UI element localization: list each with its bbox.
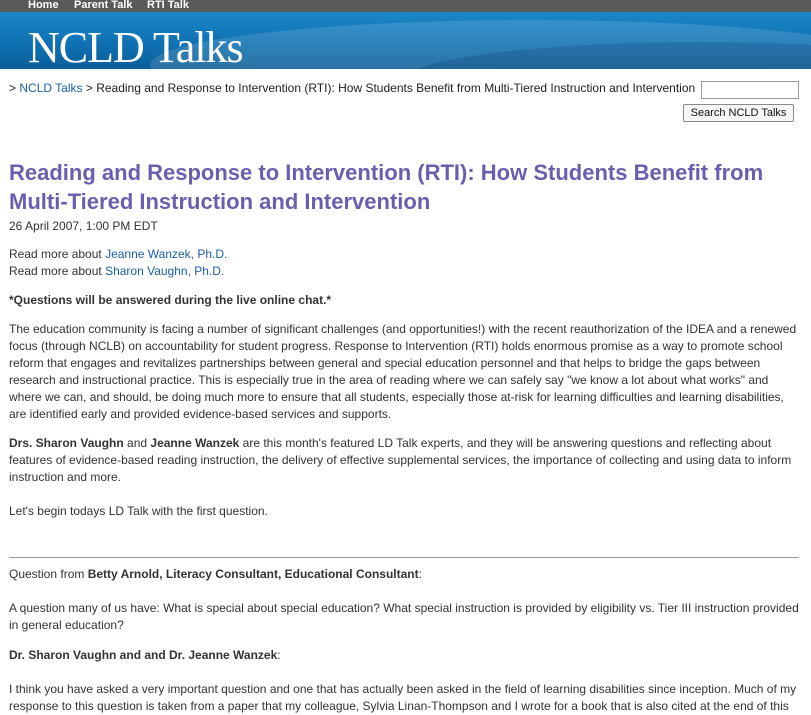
read-more-prefix: Read more about bbox=[9, 264, 106, 278]
read-more-line-1 bbox=[9, 246, 799, 263]
search-button[interactable]: Search NCLD Talks bbox=[683, 104, 794, 122]
answer-text: I think you have asked a very important question and one that has actually been asked in the field of learning disabilities since inception. Much of my response to this question is taken from a paper that my colleague, Sylvia Linan-Thompson and I wrote for a book that is also cited at the end of this bbox=[9, 682, 797, 713]
question-colon: : bbox=[418, 567, 422, 581]
question-text: A question many of us have: What is special about special education? What special instruction is provided by eligibility vs. Tier III instruction provided in general education? bbox=[9, 601, 799, 632]
nav-rti-talk-link[interactable]: RTI Talk bbox=[147, 0, 189, 11]
answer-header bbox=[9, 647, 799, 664]
question-header bbox=[9, 566, 799, 583]
breadcrumb bbox=[9, 81, 695, 95]
begin-paragraph: Let's begin todays LD Talk with the first question. bbox=[9, 504, 268, 518]
site-logo[interactable]: NCLD Talks bbox=[28, 23, 243, 69]
question-prefix: Question from bbox=[9, 567, 88, 581]
nav-parent-talk-link[interactable]: Parent Talk bbox=[74, 0, 133, 11]
top-nav bbox=[0, 0, 811, 12]
read-more-line-2 bbox=[9, 263, 799, 280]
experts-text: are this month's featured LD Talk experts, and they will be answering questions and reflecting about features of evidence-based reading instruction, the delivery of effective supplemental services, the importance of collecting and using data to inform instruction and more. bbox=[9, 436, 792, 484]
expert-name-wanzek: Jeanne Wanzek bbox=[150, 436, 240, 450]
answer-author: Dr. Sharon Vaughn and and Dr. Jeanne Wanzek bbox=[9, 648, 278, 662]
answer-colon: : bbox=[277, 648, 281, 662]
qa-section bbox=[9, 566, 799, 715]
breadcrumb-current: Reading and Response to Intervention (RTI): How Students Benefit from Multi-Tiered Instruction and Intervention bbox=[96, 81, 696, 95]
breadcrumb-home-link[interactable]: NCLD Talks bbox=[19, 81, 83, 95]
breadcrumb-lead: > bbox=[9, 81, 17, 95]
chat-notice: *Questions will be answered during the live online chat.* bbox=[9, 293, 332, 307]
expert-name-vaughn: Drs. Sharon Vaughn bbox=[9, 436, 124, 450]
divider bbox=[9, 557, 799, 558]
main-content bbox=[9, 158, 799, 520]
post-date: 26 April 2007, 1:00 PM EDT bbox=[9, 219, 158, 233]
experts-paragraph bbox=[9, 435, 799, 486]
search-input[interactable] bbox=[701, 81, 799, 99]
breadcrumb-separator: > bbox=[85, 81, 93, 95]
intro-paragraph: The education community is facing a number of significant challenges (and opportunities!) with the recent reauthorization of the IDEA and a renewed focus (through NCLB) on accountability for student progress. Response to Intervention (RTI) holds enormous promise as a way to promote school reform that engages and revitalizes partnerships between general and special education personnel and that helps to bridge the gaps between research and instructional practice. This is especially true in the area of reading where we can safely say "we know a lot about what works" and where we can, and should, be doing much more to ensure that all students, especially those at-risk for learning difficulties and learning disabilities, are identified early and provided evidence-based services and supports. bbox=[9, 322, 797, 421]
header-banner bbox=[0, 12, 811, 69]
read-more-prefix: Read more about bbox=[9, 247, 106, 261]
page-title: Reading and Response to Intervention (RTI): How Students Benefit from Multi-Tiered Instruction and Intervention bbox=[9, 160, 764, 214]
experts-and: and bbox=[123, 436, 151, 450]
author-link-wanzek[interactable]: Jeanne Wanzek, Ph.D. bbox=[105, 247, 228, 261]
nav-home-link[interactable]: Home bbox=[28, 0, 59, 11]
author-link-vaughn[interactable]: Sharon Vaughn, Ph.D. bbox=[105, 264, 225, 278]
question-author: Betty Arnold, Literacy Consultant, Educational Consultant bbox=[87, 567, 419, 581]
